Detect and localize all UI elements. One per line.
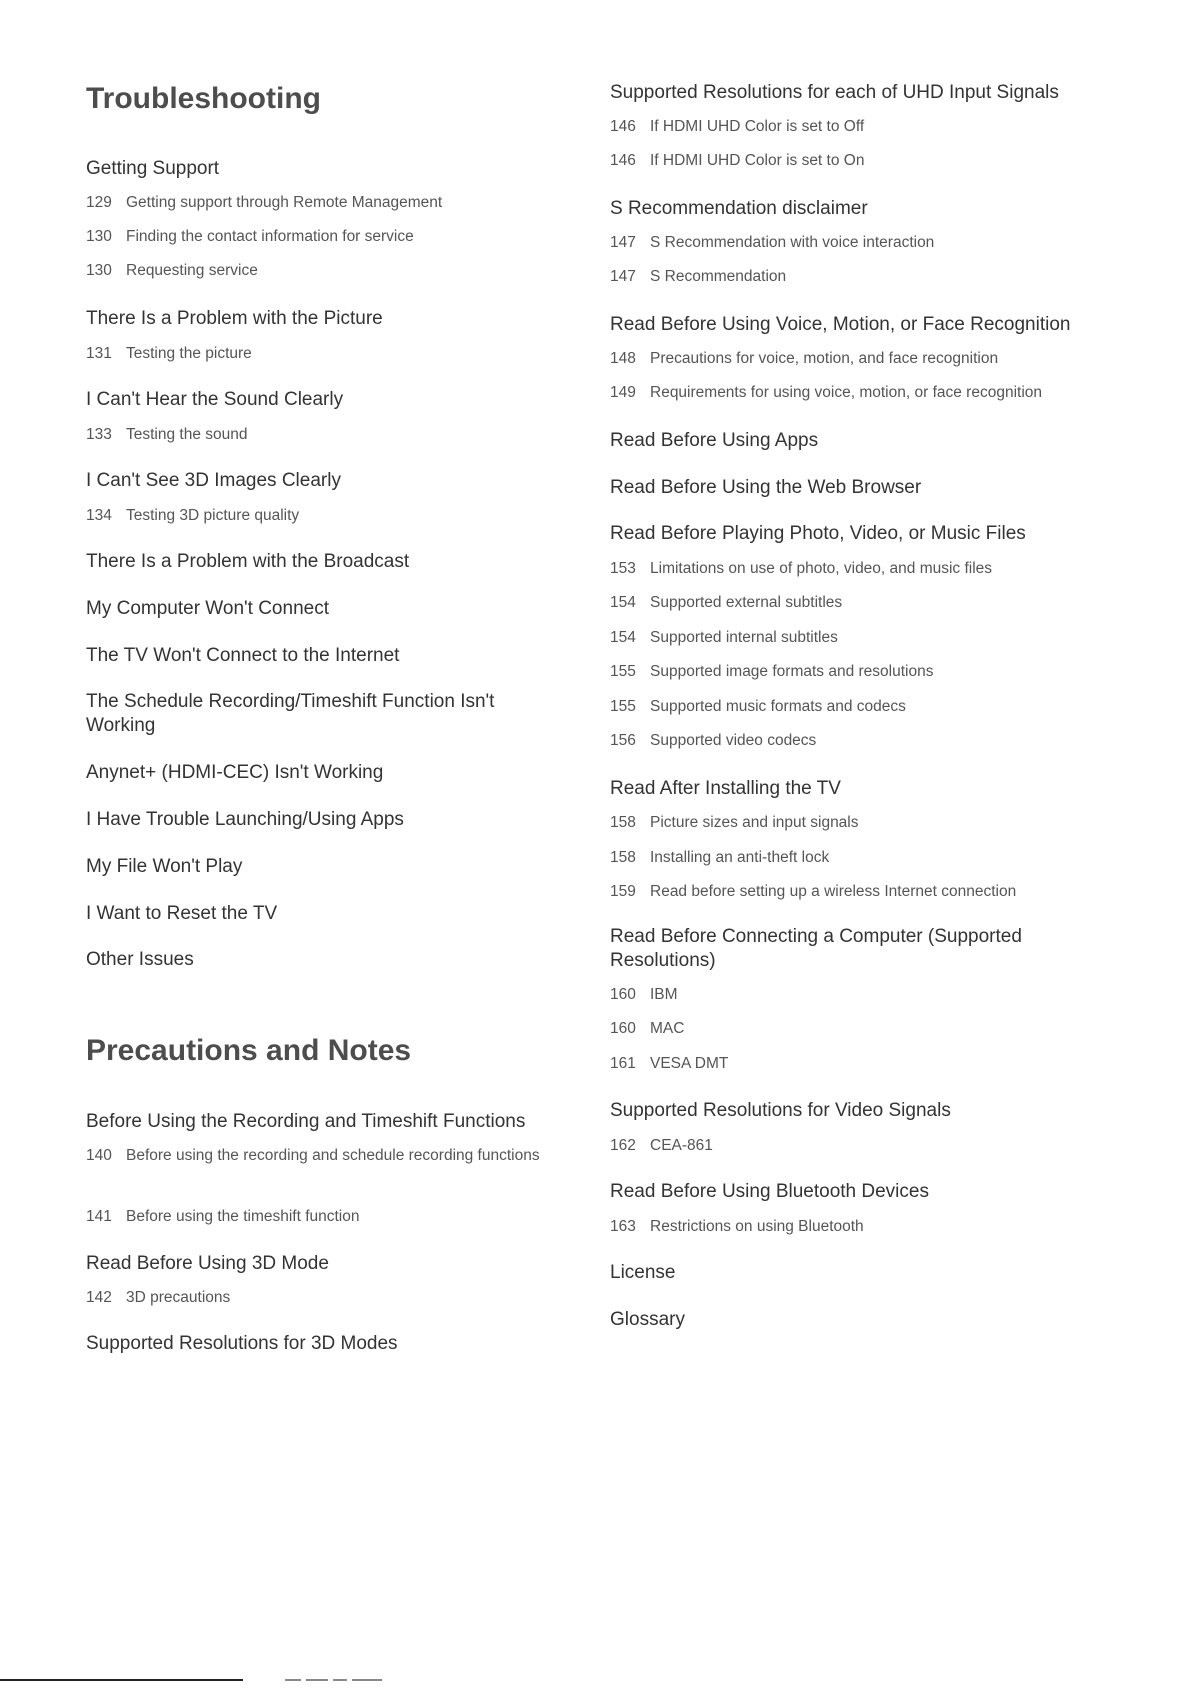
page-number: 140 (86, 1147, 112, 1164)
entry-title: VESA DMT (650, 1055, 729, 1072)
page-number: 155 (610, 663, 636, 680)
page-number: 154 (610, 594, 636, 611)
entry-title: Precautions for voice, motion, and face recognition (650, 350, 999, 367)
page-number: 129 (86, 194, 112, 211)
toc-entry[interactable] (86, 224, 414, 249)
page-number: 160 (610, 986, 636, 1003)
toc-entry[interactable] (610, 230, 934, 255)
entry-title: 3D precautions (126, 1289, 231, 1306)
entry-title: Getting support through Remote Management (126, 194, 443, 211)
toc-entry[interactable] (86, 190, 442, 215)
page-number: 149 (610, 384, 636, 401)
toc-topic-broadcast[interactable]: There Is a Problem with the Broadcast (86, 551, 410, 572)
entry-title: Supported music formats and codecs (650, 698, 906, 715)
entry-title: Requirements for using voice, motion, or face recognition (650, 384, 1043, 401)
page-number: 159 (610, 883, 636, 900)
page-number: 161 (610, 1055, 636, 1072)
toc-entry[interactable] (610, 380, 1042, 405)
precautions-heading: Precautions and Notes (86, 1034, 412, 1067)
toc-entry[interactable] (610, 556, 992, 581)
page-number: 155 (610, 698, 636, 715)
toc-entry[interactable] (86, 1143, 556, 1168)
entry-title: Supported video codecs (650, 732, 817, 749)
entry-title: If HDMI UHD Color is set to On (650, 152, 865, 169)
entry-title: S Recommendation (650, 268, 787, 285)
toc-entry[interactable] (610, 728, 816, 753)
toc-entry[interactable] (610, 1133, 713, 1158)
toc-entry[interactable] (610, 1051, 728, 1076)
toc-topic-apps[interactable]: Read Before Using Apps (610, 430, 819, 451)
toc-topic-s-recommendation[interactable]: S Recommendation disclaimer (610, 198, 868, 219)
footer-marks (285, 1679, 415, 1682)
toc-topic-3d-images[interactable]: I Can't See 3D Images Clearly (86, 470, 341, 491)
entry-title: S Recommendation with voice interaction (650, 234, 935, 251)
page-number: 147 (610, 268, 636, 285)
footer-rule (0, 1679, 243, 1681)
entry-title: MAC (650, 1020, 685, 1037)
entry-title: Installing an anti-theft lock (650, 849, 830, 866)
toc-topic-sound[interactable]: I Can't Hear the Sound Clearly (86, 389, 344, 410)
entry-title: Limitations on use of photo, video, and music files (650, 560, 993, 577)
toc-entry[interactable] (610, 346, 998, 371)
page-number: 131 (86, 345, 112, 362)
toc-entry[interactable] (610, 114, 864, 139)
toc-entry[interactable] (86, 503, 299, 528)
entry-title: Supported image formats and resolutions (650, 663, 934, 680)
toc-topic-uhd[interactable]: Supported Resolutions for each of UHD Input Signals (610, 82, 1059, 103)
toc-topic-getting-support[interactable]: Getting Support (86, 158, 220, 179)
entry-title: Testing 3D picture quality (126, 507, 300, 524)
page-number: 156 (610, 732, 636, 749)
page-number: 130 (86, 262, 112, 279)
toc-entry[interactable] (610, 590, 842, 615)
toc-entry[interactable] (86, 422, 248, 447)
page-number: 163 (610, 1218, 636, 1235)
toc-entry[interactable] (86, 1285, 230, 1310)
toc-entry[interactable] (610, 659, 933, 684)
entry-title: Testing the sound (126, 426, 248, 443)
page-number: 148 (610, 350, 636, 367)
page-number: 160 (610, 1020, 636, 1037)
entry-title: Read before setting up a wireless Internet connection (650, 883, 1017, 900)
page-number: 142 (86, 1289, 112, 1306)
toc-entry[interactable] (610, 845, 829, 870)
entry-title: CEA-861 (650, 1137, 713, 1154)
page-number: 141 (86, 1208, 112, 1225)
page-number: 162 (610, 1137, 636, 1154)
toc-entry[interactable] (610, 264, 786, 289)
entry-title: Restrictions on using Bluetooth (650, 1218, 864, 1235)
entry-title: Supported internal subtitles (650, 629, 838, 646)
toc-topic-install[interactable]: Read After Installing the TV (610, 778, 841, 799)
entry-title: Finding the contact information for service (126, 228, 414, 245)
entry-title: Before using the recording and schedule recording functions (126, 1147, 540, 1164)
entry-title: Testing the picture (126, 345, 252, 362)
entry-title: Picture sizes and input signals (650, 814, 859, 831)
toc-entry[interactable] (610, 1214, 864, 1239)
page-number: 154 (610, 629, 636, 646)
entry-title: Before using the timeshift function (126, 1208, 360, 1225)
toc-topic-internet[interactable]: The TV Won't Connect to the Internet (86, 645, 400, 666)
toc-topic-recording[interactable]: Before Using the Recording and Timeshift Functions (86, 1111, 526, 1132)
toc-entry[interactable] (86, 258, 258, 283)
entry-title: Requesting service (126, 262, 258, 279)
toc-entry[interactable] (610, 810, 859, 835)
entry-title: If HDMI UHD Color is set to Off (650, 118, 865, 135)
page-number: 158 (610, 849, 636, 866)
toc-topic-other[interactable]: Other Issues (86, 949, 194, 970)
toc-topic-3d-mode[interactable]: Read Before Using 3D Mode (86, 1253, 329, 1274)
page-number: 153 (610, 560, 636, 577)
toc-topic-media-files[interactable]: Read Before Playing Photo, Video, or Music Files (610, 523, 1026, 544)
page-number: 134 (86, 507, 112, 524)
toc-topic-schedule[interactable]: The Schedule Recording/Timeshift Function Isn't Working (86, 691, 495, 736)
toc-entry[interactable] (86, 1204, 360, 1229)
toc-entry[interactable] (610, 982, 678, 1007)
toc-topic-web-browser[interactable]: Read Before Using the Web Browser (610, 477, 922, 498)
entry-title: IBM (650, 986, 678, 1003)
toc-topic-3d-resolutions[interactable]: Supported Resolutions for 3D Modes (86, 1333, 398, 1354)
toc-topic-anynet[interactable]: Anynet+ (HDMI-CEC) Isn't Working (86, 762, 384, 783)
page-number: 147 (610, 234, 636, 251)
toc-entry[interactable] (610, 148, 864, 173)
toc-topic-video-signals[interactable]: Supported Resolutions for Video Signals (610, 1100, 951, 1121)
toc-topic-license[interactable]: License (610, 1262, 676, 1283)
page-number: 146 (610, 118, 636, 135)
toc-topic-computer[interactable]: Read Before Connecting a Computer (Supported Resolutions) (610, 926, 1022, 971)
toc-entry[interactable] (610, 694, 906, 719)
page-number: 133 (86, 426, 112, 443)
entry-title: Supported external subtitles (650, 594, 843, 611)
toc-entry[interactable] (610, 625, 838, 650)
toc-topic-file[interactable]: My File Won't Play (86, 856, 243, 877)
toc-topic-voice-recognition[interactable]: Read Before Using Voice, Motion, or Face Recognition (610, 314, 1071, 335)
page-number: 130 (86, 228, 112, 245)
toc-topic-glossary[interactable]: Glossary (610, 1309, 685, 1330)
toc-topic-reset[interactable]: I Want to Reset the TV (86, 903, 278, 924)
toc-topic-bluetooth[interactable]: Read Before Using Bluetooth Devices (610, 1181, 929, 1202)
toc-entry[interactable] (86, 341, 252, 366)
toc-topic-apps[interactable]: I Have Trouble Launching/Using Apps (86, 809, 404, 830)
page-number: 146 (610, 152, 636, 169)
toc-topic-picture-problem[interactable]: There Is a Problem with the Picture (86, 308, 383, 329)
troubleshooting-heading: Troubleshooting (86, 82, 321, 115)
toc-entry[interactable] (610, 879, 1016, 904)
page-number: 158 (610, 814, 636, 831)
toc-entry[interactable] (610, 1016, 684, 1041)
toc-topic-computer[interactable]: My Computer Won't Connect (86, 598, 329, 619)
